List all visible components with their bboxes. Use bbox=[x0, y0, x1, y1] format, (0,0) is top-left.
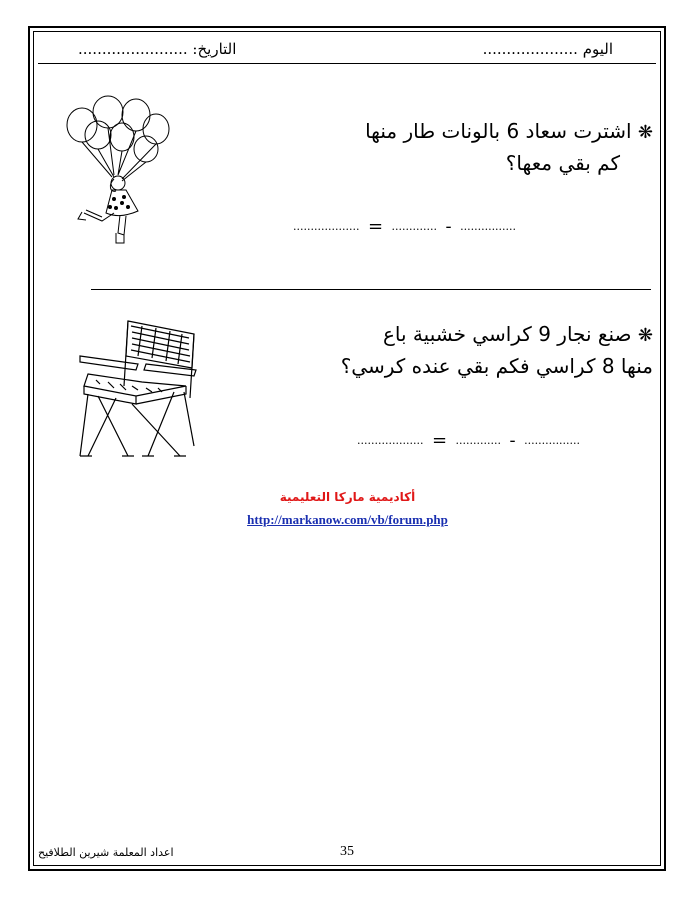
header-divider bbox=[38, 63, 656, 64]
equals-sign: = bbox=[367, 216, 384, 237]
operand-blank[interactable]: ................ bbox=[460, 220, 517, 233]
question-1-equation bbox=[293, 216, 516, 237]
day-field: اليوم .................... bbox=[482, 40, 613, 58]
operand-blank[interactable]: ............. bbox=[391, 220, 437, 233]
question-2-line-1: ❋ صنع نجار 9 كراسي خشبية باع bbox=[382, 322, 653, 346]
bullet-icon: ❋ bbox=[637, 122, 653, 143]
academy-name: أكاديمية ماركا التعليمية bbox=[279, 490, 416, 504]
page-number: 35 bbox=[340, 844, 354, 859]
directors-chair-icon bbox=[76, 316, 201, 466]
answer-blank[interactable]: ................... bbox=[293, 220, 360, 233]
minus-sign: - bbox=[445, 216, 452, 237]
question-2-equation bbox=[357, 430, 580, 451]
bullet-icon: ❋ bbox=[637, 325, 653, 346]
date-field: التاريخ: ....................... bbox=[78, 40, 237, 58]
question-1-line-2: كم بقي معها؟ bbox=[505, 151, 620, 175]
balloons-girl-icon bbox=[62, 95, 174, 250]
author-credit: اعداد المعلمة شيرين الطلافيح bbox=[38, 846, 174, 859]
operand-blank[interactable]: ................ bbox=[524, 434, 581, 447]
answer-blank[interactable]: ................... bbox=[357, 434, 424, 447]
forum-link[interactable]: http://markanow.com/vb/forum.php bbox=[247, 512, 448, 527]
equals-sign: = bbox=[431, 430, 448, 451]
question-1-line-1: ❋ اشترت سعاد 6 بالونات طار منها bbox=[365, 119, 653, 143]
operand-blank[interactable]: ............. bbox=[455, 434, 501, 447]
minus-sign: - bbox=[509, 430, 516, 451]
question-2-line-2: منها 8 كراسي فكم بقي عنده كرسي؟ bbox=[340, 354, 653, 378]
forum-link-container bbox=[0, 512, 695, 528]
section-divider bbox=[91, 289, 651, 290]
